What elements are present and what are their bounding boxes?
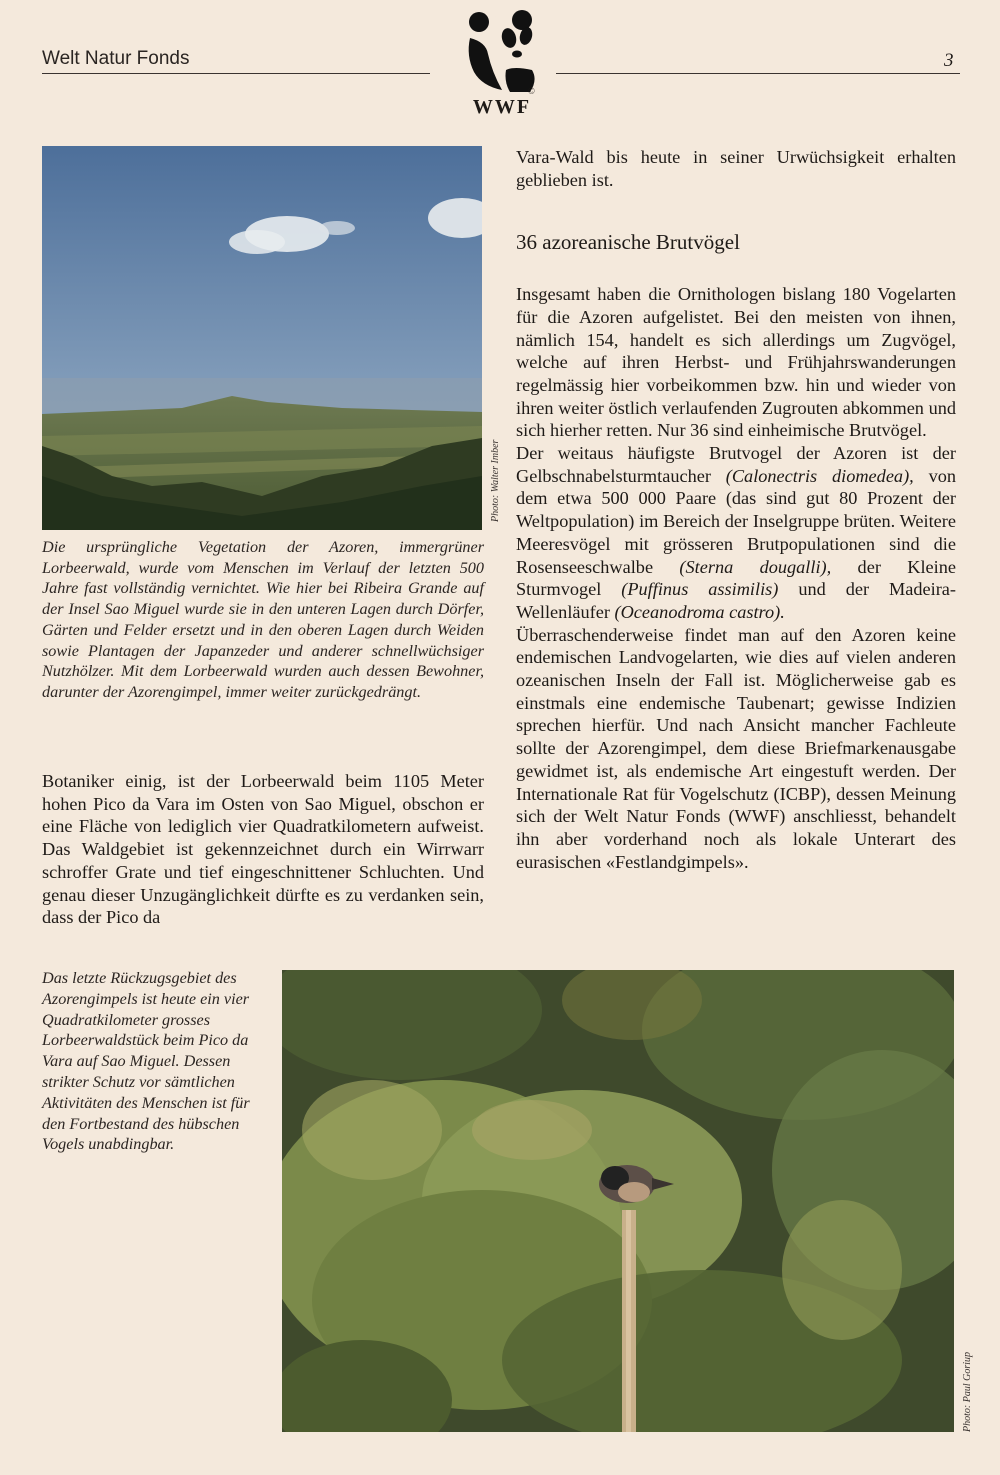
header-title: Welt Natur Fonds <box>42 48 190 69</box>
p2-text-c: der Kleine Sturmvogel <box>516 556 956 600</box>
page-number: 3 <box>944 50 954 71</box>
paragraph-1: Insgesamt haben die Ornithologen bislang 180 Vogelarten für die Azoren aufgelistet. Bei den meisten von ihnen, nämlich 154, handelt es sich allerdings um Zugvögel, welche auf ihren Herbst- und Frühjahrswanderungen regelmässig hier vorbeikommen bzw. hin und wieder von ihren weiter östlich verlaufenden Zugrouten abkommen und sich hierher retten. Nur 36 sind einheimische Brutvögel. <box>516 284 956 441</box>
latin-name: (Oceanodroma castro). <box>614 601 785 622</box>
copyright-mark: © <box>528 86 535 96</box>
right-column <box>516 146 956 873</box>
wwf-logo-text: WWF <box>472 96 532 118</box>
landscape-photo <box>42 146 482 530</box>
wwf-logo <box>462 8 542 120</box>
latin-name: (Puffinus assimilis) <box>621 579 779 600</box>
p2-text-d: und der Madeira-Wellenläufer <box>516 579 956 622</box>
bullfinch-photo <box>282 970 954 1432</box>
bottom-photo-caption: Das letzte Rückzugsgebiet des Azorengimpels ist heute ein vier Quadratkilometer grosses Lorbeerwaldstück beim Pico da Vara auf Sao Miguel. Dessen strikter Schutz vor sämtlichen Aktivitäten des Menschen ist für den Fortbestand des hübschen Vogels unabdingbar. <box>42 969 250 1154</box>
header-rule-left <box>42 73 430 74</box>
p2-text-b: von dem etwa 500 000 Paare (das sind gut 80 Prozent der Weltpopulation) im Bereich der Inselgruppe brüten. Weitere Meeresvögel mit grösseren Brutpopulationen sind die Rosenseeschwalbe <box>516 465 956 577</box>
top-photo-credit: Photo: Walter Imber <box>490 439 501 522</box>
left-column-paragraph: Botaniker einig, ist der Lorbeerwald beim 1105 Meter hohen Pico da Vara im Osten von Sao Miguel, obschon er eine Fläche von lediglich vier Quadratkilometern aufweist. Das Waldgebiet ist gekennzeichnet durch ein Wirrwarr schroffer Grate und tief eingeschnittener Schluchten. Und genau dieser Unzugänglichkeit dürfte es zu verdanken sein, dass der Pico da <box>42 771 484 928</box>
latin-name: (Sterna dougalli), <box>679 556 832 577</box>
header-rule-right <box>556 73 960 74</box>
intro-paragraph: Vara-Wald bis heute in seiner Urwüchsigkeit erhalten geblieben ist. <box>516 147 956 190</box>
section-heading: 36 azoreanische Brutvögel <box>516 230 740 255</box>
paragraph-3: Überraschenderweise findet man auf den Azoren keine endemischen Landvogelarten, wie dies auf vielen anderen ozeanischen Inseln der Fall ist. Möglicherweise gab es einstmals eine endemische Taubenart; gewisse Indizien sprechen hierfür. Und nach Ansicht mancher Fachleute sollte der Azorengimpel, dem diese Briefmarkenausgabe gewidmet ist, als endemische Art eingestuft werden. Der Internationale Rat für Vogelschutz (ICBP), dessen Meinung sich der Welt Natur Fonds (WWF) anschliesst, behandelt ihn aber vorderhand noch als lokale Unterart des eurasischen «Festlandgimpels». <box>516 624 956 872</box>
p2-text-a: Der weitaus häufigste Brutvogel der Azoren ist der Gelbschnabelsturmtaucher <box>516 443 956 486</box>
top-photo-caption: Die ursprüngliche Vegetation der Azoren, immergrüner Lorbeerwald, wurde vom Menschen im Verlauf der letzten 500 Jahre fast vollständig vernichtet. Wie hier bei Ribeira Grande auf der Insel Sao Miguel wurde sie in den unteren Lagen durch Dörfer, Gärten und Felder ersetzt und in den oberen Lagen durch Weiden sowie Plantagen der Japanzeder und anderer schnellwüchsiger Nutzhölzer. Mit dem Lorbeerwald wurden auch dessen Bewohner, darunter der Azorengimpel, immer weiter zurückgedrängt. <box>42 538 484 701</box>
paragraph-2 <box>516 442 956 624</box>
bottom-photo-credit: Photo: Paul Goriup <box>962 1352 973 1432</box>
latin-name: (Calonectris diomedea), <box>725 465 914 486</box>
